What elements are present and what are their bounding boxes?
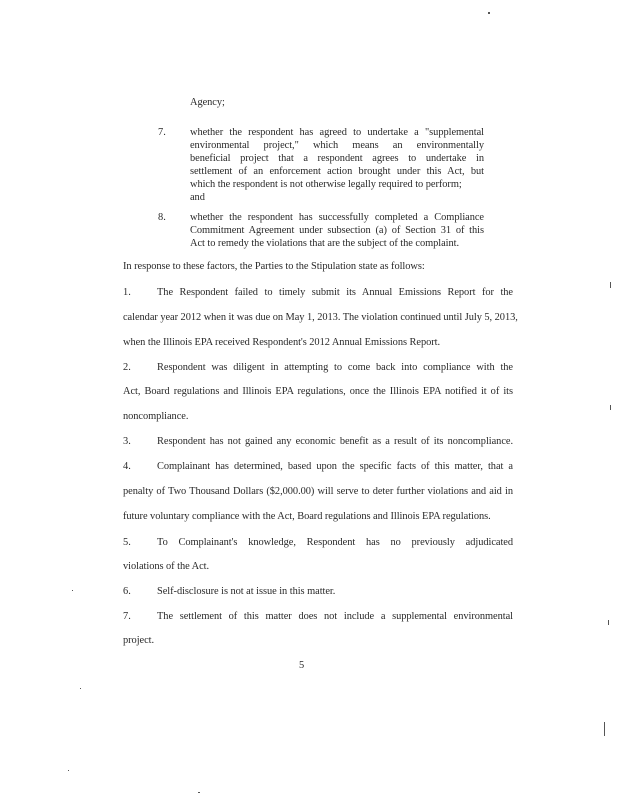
paragraph-5-line: violations of the Act. — [123, 561, 210, 572]
paragraph-4-line: penalty of Two Thousand Dollars ($2,000.00) will serve to deter further violations and aid in — [123, 486, 513, 497]
paragraph-2-number: 2. — [123, 362, 131, 373]
paragraph-1-line: calendar year 2012 when it was due on May 1, 2013. The violation continued until July 5, 2013, — [123, 312, 518, 323]
item-7-line: settlement of an enforcement action brought under this Act, but — [190, 166, 484, 177]
paragraph-1-line: when the Illinois EPA received Respondent's 2012 Annual Emissions Report. — [123, 337, 441, 348]
paragraph-2-line: Act, Board regulations and Illinois EPA regulations, once the Illinois EPA notified it of its — [123, 386, 513, 397]
paragraph-7-line: project. — [123, 635, 155, 646]
item-7-line: whether the respondent has agreed to undertake a "supplemental — [190, 127, 484, 138]
paragraph-2-line: Respondent was diligent in attempting to come back into compliance with the — [157, 362, 513, 373]
paragraph-3-number: 3. — [123, 436, 131, 447]
item-7-line: and — [190, 192, 205, 203]
paragraph-4-line: Complainant has determined, based upon the specific facts of this matter, that a — [157, 461, 513, 472]
item-6-tail: Agency; — [190, 97, 225, 108]
scan-speck — [198, 792, 200, 793]
page-number: 5 — [299, 660, 305, 671]
paragraph-3-line: Respondent has not gained any economic benefit as a result of its noncompliance. — [157, 436, 513, 447]
paragraph-6-line: Self-disclosure is not at issue in this matter. — [157, 586, 336, 597]
scan-speck — [610, 405, 611, 410]
paragraph-2-line: noncompliance. — [123, 411, 189, 422]
scan-speck — [80, 688, 81, 689]
paragraph-1-line: The Respondent failed to timely submit its Annual Emissions Report for the — [157, 287, 513, 298]
paragraph-4-number: 4. — [123, 461, 131, 472]
scan-speck — [608, 620, 609, 625]
item-7-line: which the respondent is not otherwise legally required to perform; — [190, 179, 462, 190]
item-8-line: whether the respondent has successfully completed a Compliance — [190, 212, 484, 223]
scan-speck — [488, 12, 490, 14]
scan-speck — [610, 282, 611, 288]
paragraph-5-line: To Complainant's knowledge, Respondent has no previously adjudicated — [157, 537, 513, 548]
paragraph-4-line: future voluntary compliance with the Act, Board regulations and Illinois EPA regulations. — [123, 511, 491, 522]
scan-speck — [68, 770, 69, 771]
item-8-line: Commitment Agreement under subsection (a) of Section 31 of this — [190, 225, 484, 236]
intro-text: In response to these factors, the Parties to the Stipulation state as follows: — [123, 261, 425, 272]
item-8-number: 8. — [158, 212, 166, 223]
paragraph-7-line: The settlement of this matter does not include a supplemental environmental — [157, 611, 513, 622]
paragraph-1-number: 1. — [123, 287, 131, 298]
scan-speck — [604, 722, 605, 736]
item-7-number: 7. — [158, 127, 166, 138]
item-8-line: Act to remedy the violations that are the subject of the complaint. — [190, 238, 460, 249]
paragraph-5-number: 5. — [123, 537, 131, 548]
scan-speck — [72, 590, 73, 591]
paragraph-7-number: 7. — [123, 611, 131, 622]
item-7-line: environmental project," which means an environmentally — [190, 140, 484, 151]
paragraph-6-number: 6. — [123, 586, 131, 597]
item-7-line: beneficial project that a respondent agrees to undertake in — [190, 153, 484, 164]
